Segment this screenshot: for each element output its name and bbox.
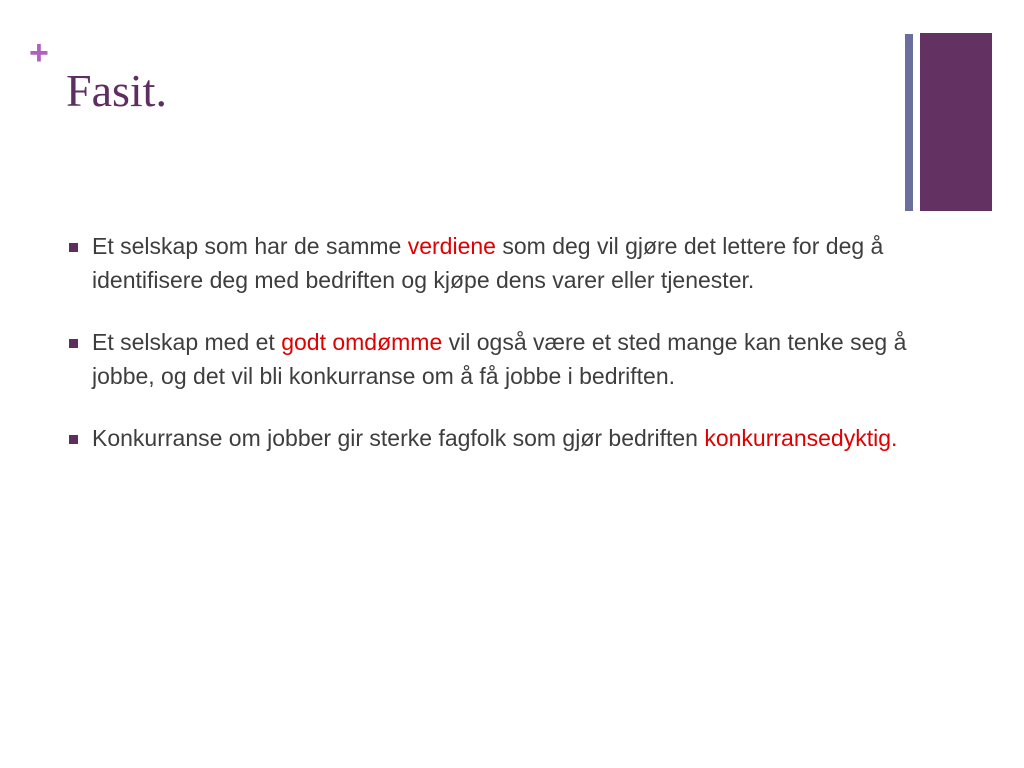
bullet-text: som deg vil gjøre det lettere for deg å identifisere deg med bedriften og kjøpe dens varer eller tjenester. <box>92 233 884 293</box>
bullet-item <box>92 325 907 393</box>
bullet-text: Et selskap som har de samme <box>92 233 408 259</box>
highlighted-term: verdiene <box>407 233 496 259</box>
bullet-text: Konkurranse om jobber gir sterke fagfolk som gjør bedriften <box>92 425 705 451</box>
plus-icon: + <box>29 34 49 72</box>
slide-title: Fasit. <box>66 65 167 116</box>
bullet-item <box>92 421 907 455</box>
highlighted-term: konkurransedyktig. <box>704 425 898 451</box>
square-bullet-icon <box>69 435 78 444</box>
square-bullet-icon <box>69 339 78 348</box>
bullet-text: vil også være et sted mange kan tenke seg å jobbe, og det vil bli konkurranse om å få jobbe i bedriften. <box>92 329 907 389</box>
decorative-bar-thin <box>905 34 913 211</box>
square-bullet-icon <box>69 243 78 252</box>
bullet-item <box>92 229 907 297</box>
decorative-bar-thick <box>920 33 992 211</box>
bullet-list <box>92 229 907 483</box>
bullet-text: Et selskap med et <box>92 329 282 355</box>
highlighted-term: godt omdømme <box>281 329 443 355</box>
